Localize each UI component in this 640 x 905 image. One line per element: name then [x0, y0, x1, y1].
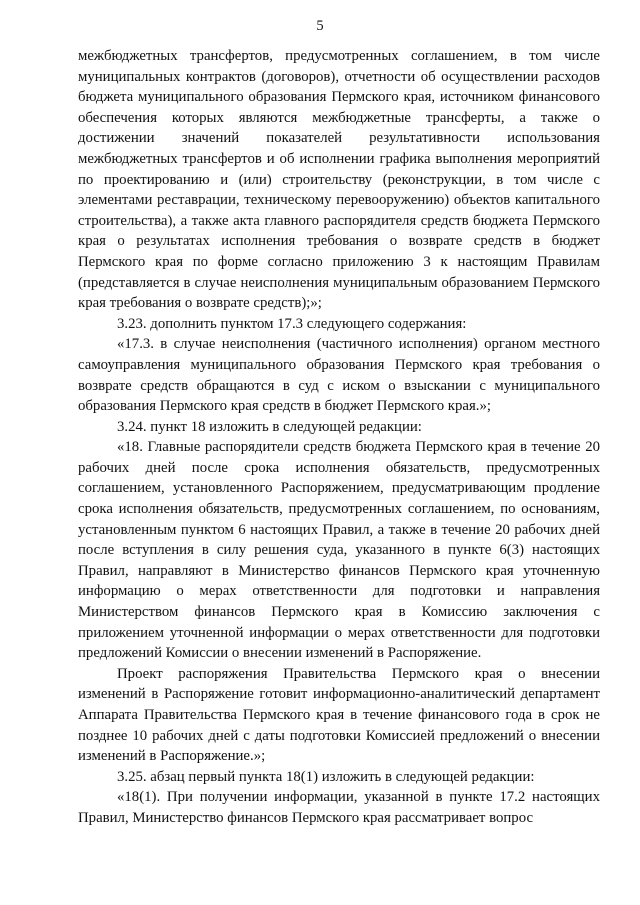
paragraph-item-3-24: 3.24. пункт 18 изложить в следующей редакции:	[117, 418, 422, 435]
paragraph-clause-18-1: «18(1). При получении информации, указанной в пункте 17.2 настоящих Правил, Министерство финансов Пермского края рассматривает вопрос	[78, 789, 600, 826]
paragraph-continuation: межбюджетных трансфертов, предусмотренных соглашением, в том числе муниципальных контрактов (договоров), отчетности об осуществлении расходов бюджета муниципального образования Пермского края, источником финансового обеспечения которых являются межбюджетные трансферты, а также о достижении значений показателей результативности использования межбюджетных трансфертов и об исполнении графика выполнения мероприятий по проектированию и (или) строительству (реконструкции, в том числе с элементами реставрации, техническому перевооружению) объектов капитального строительства), а также акта главного распорядителя средств бюджета Пермского края о результатах исполнения требования о возврате средств в бюджет Пермского края по форме согласно приложению 3 к настоящим Правилам (представляется в случае неисполнения муниципальным образованием Пермского края требования о возврате средств);»;	[78, 48, 600, 312]
paragraph-draft-order: Проект распоряжения Правительства Пермского края о внесении изменений в Распоряжение готовит информационно-аналитический департамент Аппарата Правительства Пермского края в течение финансового года в срок не позднее 10 рабочих дней с даты подготовки Комиссией предложений о внесении изменений в Распоряжение.»;	[78, 665, 600, 765]
document-body	[78, 46, 600, 829]
page-number: 5	[316, 18, 324, 34]
paragraph-clause-18: «18. Главные распорядители средств бюджета Пермского края в течение 20 рабочих дней после срока исполнения обязательств, предусмотренных соглашением, установленного Распоряжением, предусматривающим продление срока исполнения обязательств, предусмотренных соглашением, по основаниям, установленным пунктом 6 настоящих Правил, а также в течение 20 рабочих дней после вступления в силу решения суда, указанного в пункте 6(3) настоящих Правил, направляют в Министерство финансов Пермского края уточненную информацию о мерах ответственности для подготовки и направления Министерством финансов Пермского края в Комиссию заключения с приложением уточненной информации о мерах ответственности для подготовки предложений Комиссии о внесении изменений в Распоряжение.	[78, 439, 600, 662]
paragraph-item-3-25: 3.25. абзац первый пункта 18(1) изложить в следующей редакции:	[117, 768, 535, 785]
paragraph-clause-17-3: «17.3. в случае неисполнения (частичного исполнения) органом местного самоуправления муниципального образования Пермского края требования о возврате средств обращаются в суд с иском о взыскании с муниципального образования Пермского края средств в бюджет Пермского края.»;	[78, 336, 600, 415]
paragraph-item-3-23: 3.23. дополнить пунктом 17.3 следующего содержания:	[117, 315, 467, 332]
